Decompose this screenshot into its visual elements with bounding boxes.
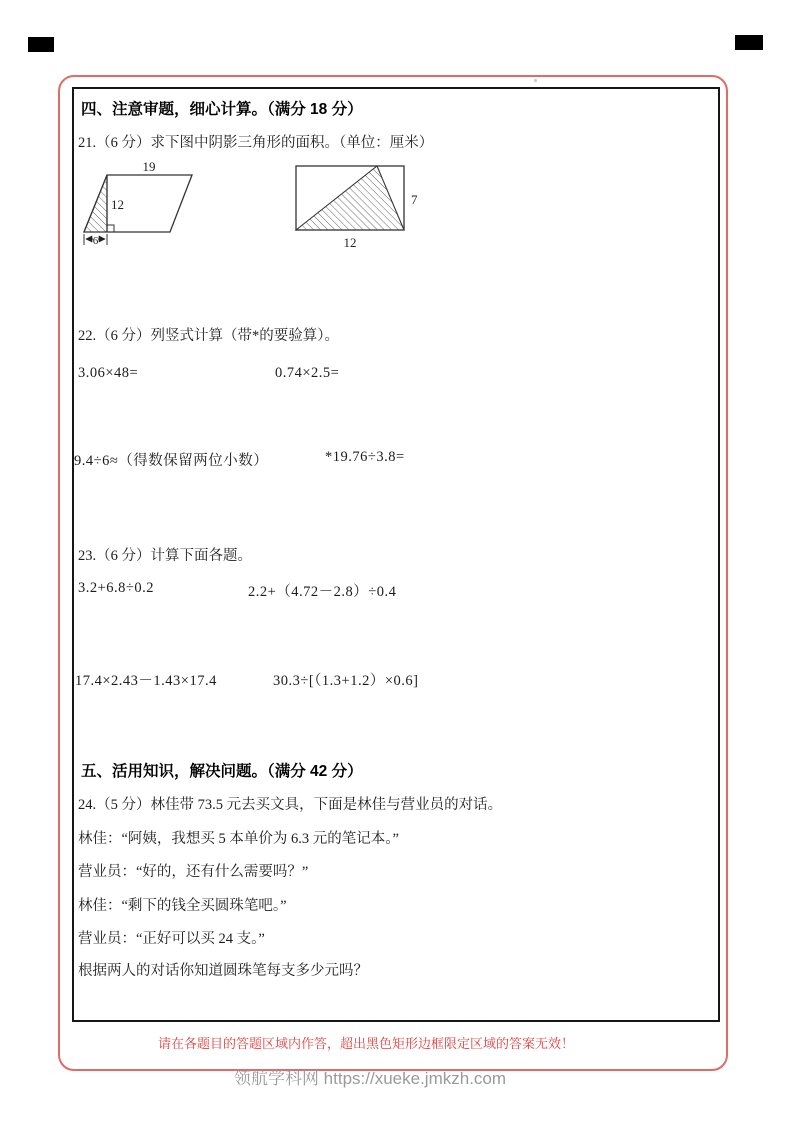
q24-dialogue-line: 林佳：“剩下的钱全买圆珠笔吧。”: [78, 898, 287, 914]
fig1-height-dimension: 12: [111, 197, 124, 212]
question21-label: 21.（6 分）求下图中阴影三角形的面积。（单位：厘米）: [78, 135, 434, 151]
q24-dialogue-line: 林佳：“阿姨，我想买 5 本单价为 6.3 元的笔记本。”: [78, 831, 399, 847]
q23-expression-2: 2.2+（4.72－2.8）÷0.4: [248, 584, 397, 600]
q22-expression-4: *19.76÷3.8=: [325, 449, 405, 465]
site-watermark: 领航学科网 https://xueke.jmkzh.com: [233, 1069, 507, 1088]
registration-mark-right: [735, 35, 763, 50]
q24-dialogue-line: 营业员：“正好可以买 24 支。”: [78, 931, 265, 947]
q23-expression-4: 30.3÷[（1.3+1.2）×0.6]: [273, 673, 419, 689]
figure-rectangle-shaded-triangle: [293, 160, 429, 254]
section4-heading: 四、注意审题，细心计算。（满分 18 分）: [81, 101, 363, 118]
shaded-triangle-region: [84, 175, 107, 232]
question22-label: 22.（6 分）列竖式计算（带*的要验算）。: [78, 328, 339, 344]
answer-boundary-notice: 请在各题目的答题区域内作答，超出黑色矩形边框限定区域的答案无效！: [157, 1036, 575, 1051]
fig2-height-dimension: 7: [411, 192, 418, 207]
question24-label: 24.（5 分）林佳带 73.5 元去买文具，下面是林佳与营业员的对话。: [78, 797, 503, 813]
q22-expression-2: 0.74×2.5=: [275, 365, 340, 381]
shaded-triangle-region: [296, 166, 404, 230]
section5-heading: 五、活用知识，解决问题。（满分 42 分）: [81, 763, 363, 780]
scan-artifact-dot: [534, 79, 537, 82]
q24-dialogue-line: 营业员：“好的，还有什么需要吗？”: [78, 864, 309, 880]
fig2-base-dimension: 12: [343, 235, 357, 250]
q23-expression-1: 3.2+6.8÷0.2: [78, 580, 155, 596]
fig1-base-dimension: 6: [92, 235, 99, 247]
q22-expression-1: 3.06×48=: [78, 365, 139, 381]
right-angle-mark: [107, 225, 114, 232]
registration-mark-left: [28, 37, 54, 52]
fig1-top-dimension: 19: [142, 160, 156, 174]
question23-label: 23.（6 分）计算下面各题。: [78, 548, 252, 564]
figure-parallelogram-shaded-triangle: [76, 160, 208, 254]
q24-final-question: 根据两人的对话你知道圆珠笔每支多少元吗？: [78, 963, 368, 979]
q22-expression-3: 9.4÷6≈（得数保留两位小数）: [74, 453, 269, 469]
q23-expression-3: 17.4×2.43－1.43×17.4: [75, 673, 217, 689]
